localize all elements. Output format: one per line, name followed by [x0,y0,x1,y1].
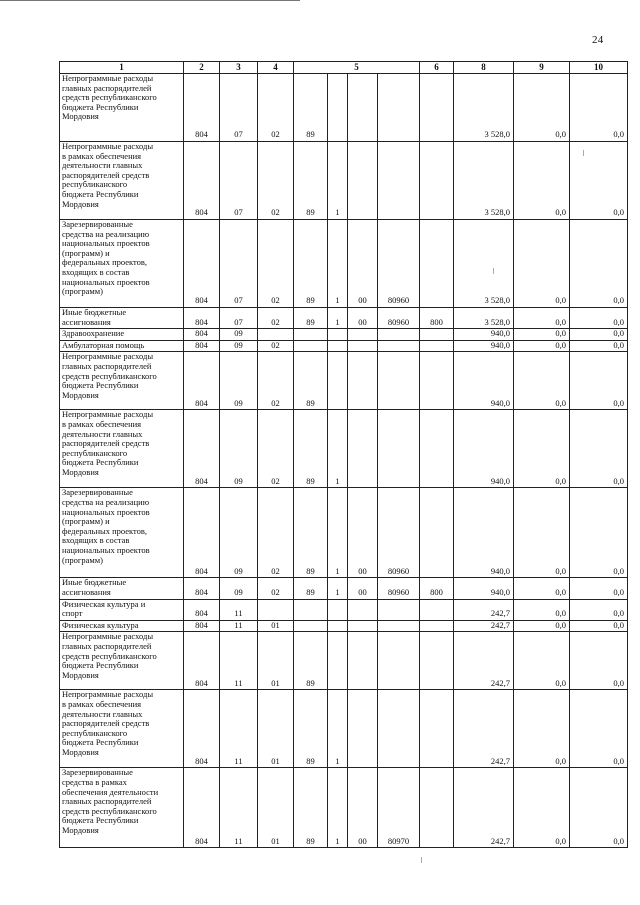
expense-type-code [420,690,454,768]
amount-col-9: 0,0 [514,340,570,352]
amount-col-10: 0,0 [570,578,628,599]
amount-col-10: 0,0 [570,599,628,620]
target-article-code [378,410,420,488]
target-article-program [294,329,328,341]
amount-col-8: 242,7 [454,620,514,632]
amount-col-10: 0,0 [570,352,628,410]
column-header: 6 [420,62,454,74]
expense-type-code [420,620,454,632]
section-code: 09 [220,578,258,599]
amount-col-8: 940,0 [454,352,514,410]
target-article-subprogram [328,340,348,352]
section-code: 09 [220,352,258,410]
table-row [60,352,628,410]
item-name: Зарезервированные средства на реализацию национальных проектов (программ) и федеральных проектов, входящих в состав национальных проектов (программ) [60,488,184,578]
section-code: 11 [220,632,258,690]
table-row [60,768,628,848]
subsection-code: 02 [258,220,294,308]
target-article-subprogram [328,632,348,690]
item-name: Непрограммные расходы главных распорядителей средств республиканского бюджета Республики Мордовия [60,632,184,690]
target-article-subprogram: 1 [328,488,348,578]
section-code: 09 [220,340,258,352]
item-name: Физическая культура и спорт [60,599,184,620]
item-name: Амбулаторная помощь [60,340,184,352]
target-article-subprogram [328,352,348,410]
target-article-direction: 00 [348,220,378,308]
amount-col-9: 0,0 [514,599,570,620]
target-article-subprogram: 1 [328,690,348,768]
amount-col-10: 0,0 [570,690,628,768]
target-article-direction [348,329,378,341]
amount-col-9: 0,0 [514,74,570,142]
table-row [60,74,628,142]
amount-col-8: 3 528,0 [454,142,514,220]
target-article-subprogram: 1 [328,410,348,488]
target-article-program: 89 [294,632,328,690]
amount-col-10: 0,0 [570,340,628,352]
target-article-program: 89 [294,768,328,848]
section-code: 09 [220,329,258,341]
target-article-direction: 00 [348,578,378,599]
ministry-code: 804 [184,488,220,578]
target-article-program: 89 [294,690,328,768]
ministry-code: 804 [184,599,220,620]
ministry-code: 804 [184,690,220,768]
column-header: 4 [258,62,294,74]
subsection-code: 01 [258,632,294,690]
amount-col-9: 0,0 [514,142,570,220]
item-name: Непрограммные расходы в рамках обеспечения деятельности главных распорядителей средств республиканского бюджета Республики Мордовия [60,142,184,220]
amount-col-8: 242,7 [454,690,514,768]
ministry-code: 804 [184,632,220,690]
subsection-code: 02 [258,352,294,410]
column-header: 3 [220,62,258,74]
target-article-code [378,352,420,410]
amount-col-9: 0,0 [514,329,570,341]
column-header: 10 [570,62,628,74]
target-article-program: 89 [294,74,328,142]
amount-col-10: 0,0 [570,632,628,690]
subsection-code: 02 [258,308,294,329]
table-body [60,74,628,848]
expense-type-code [420,632,454,690]
item-name: Непрограммные расходы в рамках обеспечения деятельности главных распорядителей средств республиканского бюджета Республики Мордовия [60,410,184,488]
amount-col-8: 940,0 [454,410,514,488]
ministry-code: 804 [184,768,220,848]
amount-col-9: 0,0 [514,690,570,768]
section-code: 07 [220,220,258,308]
target-article-code: 80960 [378,220,420,308]
amount-col-10: 0,0 [570,308,628,329]
amount-col-10: 0,0 [570,74,628,142]
section-code: 11 [220,620,258,632]
ministry-code: 804 [184,308,220,329]
amount-col-8: 940,0 [454,329,514,341]
amount-col-9: 0,0 [514,410,570,488]
target-article-program [294,340,328,352]
amount-col-9: 0,0 [514,352,570,410]
amount-col-8: 3 528,0 [454,74,514,142]
expense-type-code [420,599,454,620]
amount-col-9: 0,0 [514,578,570,599]
subsection-code: 01 [258,620,294,632]
amount-col-8: 3 528,0 [454,220,514,308]
subsection-code: 02 [258,142,294,220]
target-article-program: 89 [294,578,328,599]
amount-col-9: 0,0 [514,308,570,329]
table-row [60,142,628,220]
subsection-code: 02 [258,488,294,578]
ministry-code: 804 [184,578,220,599]
amount-col-8: 940,0 [454,340,514,352]
target-article-program: 89 [294,220,328,308]
item-name: Зарезервированные средства в рамках обеспечения деятельности главных распорядителей средств республиканского бюджета Республики Мордовия [60,768,184,848]
target-article-direction [348,632,378,690]
target-article-code: 80960 [378,308,420,329]
expense-type-code [420,220,454,308]
target-article-direction [348,74,378,142]
subsection-code: 01 [258,690,294,768]
subsection-code: 02 [258,578,294,599]
item-name: Иные бюджетные ассигнования [60,578,184,599]
target-article-direction [348,410,378,488]
section-code: 07 [220,142,258,220]
amount-col-9: 0,0 [514,488,570,578]
column-header: 2 [184,62,220,74]
subsection-code: 02 [258,340,294,352]
amount-col-9: 0,0 [514,768,570,848]
target-article-program: 89 [294,142,328,220]
target-article-direction [348,340,378,352]
target-article-code [378,632,420,690]
target-article-direction: 00 [348,768,378,848]
amount-col-8: 242,7 [454,632,514,690]
column-header: 8 [454,62,514,74]
ministry-code: 804 [184,340,220,352]
target-article-program [294,620,328,632]
subsection-code [258,329,294,341]
target-article-code [378,329,420,341]
target-article-direction [348,620,378,632]
column-header: 9 [514,62,570,74]
table-row [60,308,628,329]
target-article-subprogram [328,74,348,142]
target-article-program: 89 [294,352,328,410]
scan-artifact-dot [421,857,422,863]
budget-table [59,61,628,848]
ministry-code: 804 [184,352,220,410]
target-article-subprogram: 1 [328,308,348,329]
table-row [60,340,628,352]
expense-type-code [420,340,454,352]
amount-col-10: 0,0 [570,768,628,848]
item-name: Физическая культура [60,620,184,632]
target-article-direction [348,352,378,410]
expense-type-code [420,768,454,848]
target-article-subprogram: 1 [328,578,348,599]
expense-type-code: 800 [420,578,454,599]
ministry-code: 804 [184,142,220,220]
section-code: 07 [220,74,258,142]
amount-col-10: 0,0 [570,620,628,632]
amount-col-10: 0,0 [570,329,628,341]
column-header: 1 [60,62,184,74]
section-code: 09 [220,488,258,578]
item-name: Зарезервированные средства на реализацию национальных проектов (программ) и федеральных проектов, входящих в состав национальных проектов (программ) [60,220,184,308]
target-article-direction [348,142,378,220]
item-name: Здравоохранение [60,329,184,341]
target-article-code [378,74,420,142]
table-header-row [60,62,628,74]
target-article-subprogram [328,620,348,632]
target-article-subprogram: 1 [328,220,348,308]
target-article-subprogram: 1 [328,768,348,848]
expense-type-code [420,74,454,142]
target-article-code [378,690,420,768]
target-article-code [378,599,420,620]
target-article-subprogram [328,329,348,341]
section-code: 11 [220,690,258,768]
amount-col-8: 3 528,0 [454,308,514,329]
item-name: Иные бюджетные ассигнования [60,308,184,329]
target-article-code: 80960 [378,488,420,578]
column-header: 5 [294,62,420,74]
subsection-code [258,599,294,620]
target-article-direction [348,690,378,768]
amount-col-8: 940,0 [454,488,514,578]
amount-col-8: 242,7 [454,599,514,620]
ministry-code: 804 [184,220,220,308]
table-row [60,488,628,578]
amount-col-9: 0,0 [514,220,570,308]
amount-col-9: 0,0 [514,632,570,690]
table-row [60,632,628,690]
subsection-code: 01 [258,768,294,848]
expense-type-code [420,488,454,578]
subsection-code: 02 [258,74,294,142]
expense-type-code [420,142,454,220]
scan-artifact-line [0,0,300,1]
table-row [60,410,628,488]
item-name: Непрограммные расходы главных распорядителей средств республиканского бюджета Республики Мордовия [60,352,184,410]
table-row [60,620,628,632]
target-article-direction: 00 [348,488,378,578]
ministry-code: 804 [184,74,220,142]
item-name: Непрограммные расходы главных распорядителей средств республиканского бюджета Республики Мордовия [60,74,184,142]
amount-col-10: 0,0 [570,220,628,308]
target-article-program: 89 [294,488,328,578]
target-article-code [378,620,420,632]
target-article-direction: 00 [348,308,378,329]
target-article-program [294,599,328,620]
ministry-code: 804 [184,410,220,488]
table-row [60,578,628,599]
table-row [60,690,628,768]
table-row [60,220,628,308]
target-article-subprogram: 1 [328,142,348,220]
target-article-program: 89 [294,308,328,329]
ministry-code: 804 [184,620,220,632]
expense-type-code: 800 [420,308,454,329]
expense-type-code [420,329,454,341]
target-article-subprogram [328,599,348,620]
subsection-code: 02 [258,410,294,488]
target-article-program: 89 [294,410,328,488]
item-name: Непрограммные расходы в рамках обеспечения деятельности главных распорядителей средств республиканского бюджета Республики Мордовия [60,690,184,768]
expense-type-code [420,352,454,410]
ministry-code: 804 [184,329,220,341]
amount-col-10: 0,0 [570,488,628,578]
amount-col-9: 0,0 [514,620,570,632]
table-row [60,599,628,620]
page-number: 24 [592,34,604,46]
section-code: 11 [220,599,258,620]
table-row [60,329,628,341]
target-article-code: 80970 [378,768,420,848]
target-article-direction [348,599,378,620]
amount-col-10: 0,0 [570,142,628,220]
section-code: 09 [220,410,258,488]
target-article-code [378,340,420,352]
expense-type-code [420,410,454,488]
amount-col-10: 0,0 [570,410,628,488]
amount-col-8: 940,0 [454,578,514,599]
section-code: 07 [220,308,258,329]
section-code: 11 [220,768,258,848]
amount-col-8: 242,7 [454,768,514,848]
target-article-code: 80960 [378,578,420,599]
target-article-code [378,142,420,220]
